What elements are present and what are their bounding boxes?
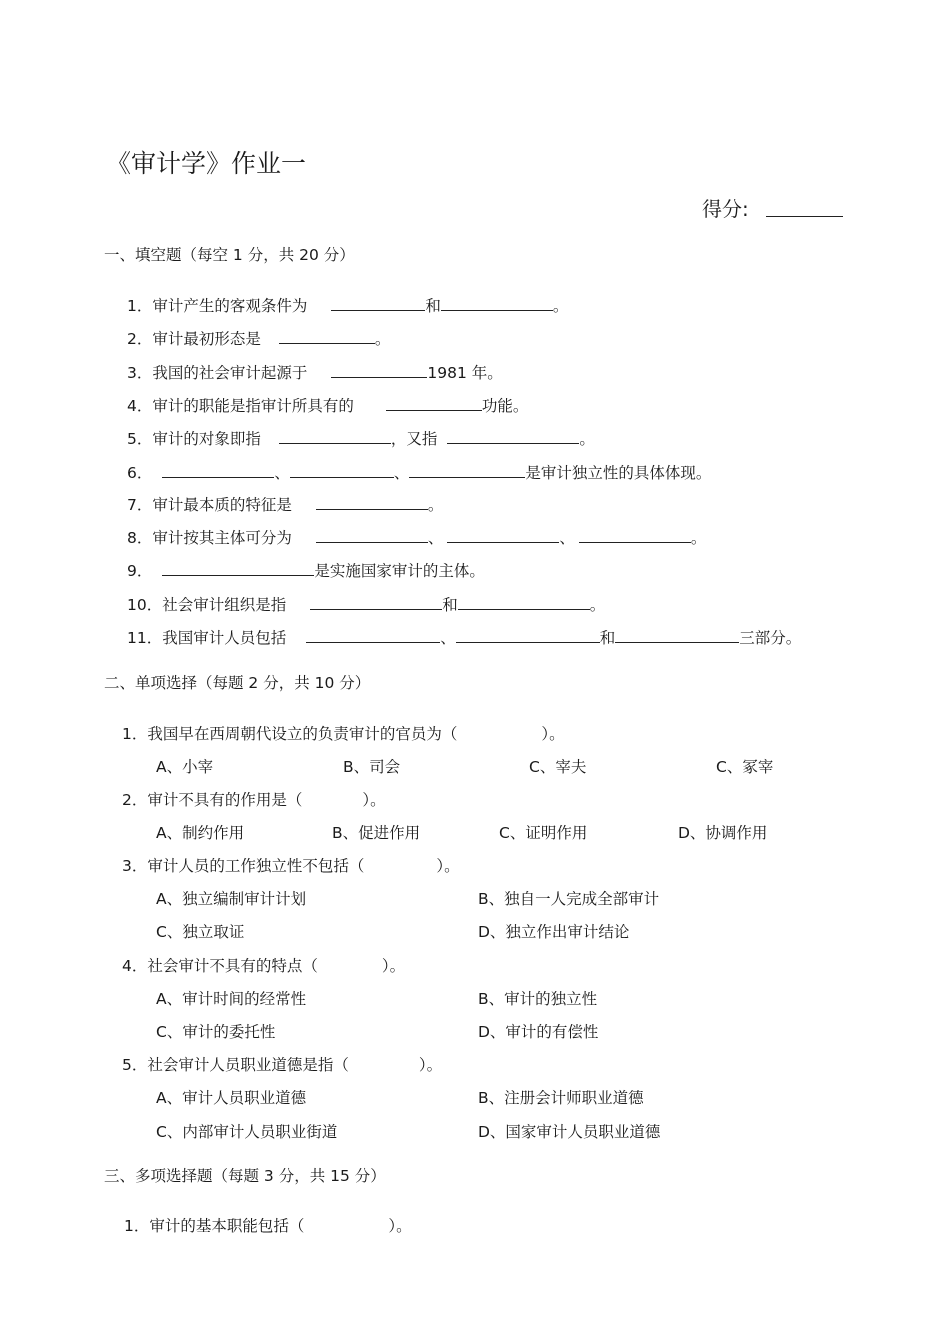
question-text: 我国早在西周朝代设立的负责审计的官员为（ xyxy=(147,725,458,743)
question-text: 社会审计人员职业道德是指（ xyxy=(147,1056,349,1074)
question-end: 三部分。 xyxy=(739,629,802,647)
answer-blank[interactable] xyxy=(331,295,425,311)
question-number: 8． xyxy=(127,529,153,547)
section-heading-single: 二、单项选择（每题 2 分，共 10 分） xyxy=(104,674,371,692)
fill-question-9 xyxy=(127,559,485,581)
separator-text: 、 xyxy=(427,529,444,547)
fill-question-10 xyxy=(127,593,605,615)
section-heading-multi: 三、多项选择题（每题 3 分，共 15 分） xyxy=(104,1167,386,1185)
option-a[interactable]: A、制约作用 xyxy=(156,824,245,842)
answer-blank[interactable] xyxy=(331,362,427,378)
question-number: 10． xyxy=(127,596,163,614)
conjunction-text: 和 xyxy=(442,596,458,614)
fill-question-7 xyxy=(127,493,443,515)
answer-blank[interactable] xyxy=(162,560,314,576)
fill-question-5 xyxy=(127,427,595,449)
question-end: ）。 xyxy=(541,725,565,743)
single-question-3 xyxy=(122,854,460,876)
answer-blank[interactable] xyxy=(386,395,482,411)
option-d[interactable]: C、冢宰 xyxy=(716,758,774,776)
question-end: 。 xyxy=(427,496,444,514)
answer-blank[interactable] xyxy=(306,627,440,643)
section-heading-fill: 一、填空题（每空 1 分，共 20 分） xyxy=(104,246,355,264)
question-text: 审计的职能是指审计所具有的 xyxy=(152,397,354,415)
question-end: 。 xyxy=(374,330,391,348)
question-end: 是实施国家审计的主体。 xyxy=(314,562,485,580)
question-end: 。 xyxy=(589,596,606,614)
option-a[interactable]: A、审计时间的经常性 xyxy=(156,990,307,1008)
fill-question-2 xyxy=(127,327,390,349)
fill-question-3 xyxy=(127,361,503,383)
question-end: 。 xyxy=(552,297,569,315)
question-text: 审计人员的工作独立性不包括（ xyxy=(147,857,365,875)
question-number: 2． xyxy=(122,791,148,809)
option-d[interactable]: D、国家审计人员职业道德 xyxy=(478,1123,661,1141)
single-question-5 xyxy=(122,1053,442,1075)
answer-blank[interactable] xyxy=(447,428,579,444)
question-text: 审计的基本职能包括（ xyxy=(149,1217,305,1235)
question-number: 5． xyxy=(122,1056,148,1074)
option-c[interactable]: C、审计的委托性 xyxy=(156,1023,276,1041)
question-number: 1． xyxy=(124,1217,150,1235)
answer-blank[interactable] xyxy=(279,328,375,344)
conjunction-text: 和 xyxy=(425,297,441,315)
score-label: 得分: xyxy=(702,197,749,221)
question-number: 9． xyxy=(127,562,153,580)
page-title: 《审计学》作业一 xyxy=(106,149,307,178)
answer-blank[interactable] xyxy=(409,462,525,478)
answer-blank[interactable] xyxy=(458,594,590,610)
question-end: ）。 xyxy=(362,791,386,809)
question-text: 审计产生的客观条件为 xyxy=(152,297,308,315)
question-text: 我国的社会审计起源于 xyxy=(152,364,308,382)
fill-question-11 xyxy=(127,626,801,648)
question-number: 4． xyxy=(127,397,153,415)
question-end: 是审计独立性的具体体现。 xyxy=(525,464,712,482)
separator-text: 、 xyxy=(440,629,456,647)
question-end: 。 xyxy=(579,430,595,448)
option-c[interactable]: C、宰夫 xyxy=(529,758,587,776)
option-b[interactable]: B、司会 xyxy=(343,758,401,776)
option-b[interactable]: B、独自一人完成全部审计 xyxy=(478,890,660,908)
answer-blank[interactable] xyxy=(441,295,553,311)
conjunction-text: 和 xyxy=(599,629,616,647)
answer-blank[interactable] xyxy=(316,527,428,543)
question-text: 审计最初形态是 xyxy=(152,330,261,348)
question-number: 1． xyxy=(122,725,148,743)
question-text: 审计不具有的作用是（ xyxy=(147,791,303,809)
option-c[interactable]: C、证明作用 xyxy=(499,824,588,842)
question-number: 7． xyxy=(127,496,153,514)
fill-question-8 xyxy=(127,526,706,548)
fill-question-1 xyxy=(127,294,568,316)
question-end: ）。 xyxy=(388,1217,412,1235)
question-end: 1981 年。 xyxy=(427,364,503,382)
answer-blank[interactable] xyxy=(279,428,391,444)
question-number: 2． xyxy=(127,330,153,348)
answer-blank[interactable] xyxy=(310,594,442,610)
option-d[interactable]: D、协调作用 xyxy=(678,824,768,842)
question-number: 3． xyxy=(127,364,153,382)
single-question-1 xyxy=(122,722,565,744)
option-a[interactable]: A、独立编制审计计划 xyxy=(156,890,307,908)
option-c[interactable]: C、独立取证 xyxy=(156,923,245,941)
single-question-4 xyxy=(122,954,405,976)
question-number: 5． xyxy=(127,430,153,448)
single-question-2 xyxy=(122,788,386,810)
score-blank[interactable] xyxy=(766,216,843,217)
option-d[interactable]: D、审计的有偿性 xyxy=(478,1023,599,1041)
question-number: 11． xyxy=(127,629,163,647)
question-text: 社会审计不具有的特点（ xyxy=(147,957,318,975)
question-end: ）。 xyxy=(436,857,460,875)
option-a[interactable]: A、小宰 xyxy=(156,758,214,776)
question-text: 审计按其主体可分为 xyxy=(152,529,292,547)
separator-text: 、 xyxy=(274,464,290,482)
question-number: 4． xyxy=(122,957,148,975)
option-b[interactable]: B、促进作用 xyxy=(332,824,421,842)
answer-blank[interactable] xyxy=(162,462,274,478)
question-number: 6． xyxy=(127,464,153,482)
answer-blank[interactable] xyxy=(579,527,691,543)
option-c[interactable]: C、内部审计人员职业街道 xyxy=(156,1123,338,1141)
answer-blank[interactable] xyxy=(615,627,739,643)
question-text: 我国审计人员包括 xyxy=(162,629,287,647)
answer-blank[interactable] xyxy=(290,462,394,478)
question-end: ）。 xyxy=(418,1056,443,1074)
question-text: 审计最本质的特征是 xyxy=(152,496,292,514)
option-a[interactable]: A、审计人员职业道德 xyxy=(156,1089,307,1107)
question-number: 1． xyxy=(127,297,153,315)
multi-question-1 xyxy=(124,1214,412,1236)
fill-question-6 xyxy=(127,461,711,483)
separator-text: 、 xyxy=(393,464,410,482)
fill-question-4 xyxy=(127,394,528,416)
option-d[interactable]: D、独立作出审计结论 xyxy=(478,923,630,941)
answer-blank[interactable] xyxy=(316,494,428,510)
question-number: 3． xyxy=(122,857,148,875)
answer-blank[interactable] xyxy=(456,627,600,643)
question-end: 。 xyxy=(690,529,707,547)
question-end: ）。 xyxy=(381,957,406,975)
option-b[interactable]: B、注册会计师职业道德 xyxy=(478,1089,644,1107)
question-text: 社会审计组织是指 xyxy=(162,596,287,614)
separator-text: 、 xyxy=(559,529,575,547)
conjunction-text: ，又指 xyxy=(390,430,438,448)
question-text: 审计的对象即指 xyxy=(152,430,261,448)
answer-blank[interactable] xyxy=(447,527,559,543)
question-end: 功能。 xyxy=(481,397,529,415)
option-b[interactable]: B、审计的独立性 xyxy=(478,990,598,1008)
